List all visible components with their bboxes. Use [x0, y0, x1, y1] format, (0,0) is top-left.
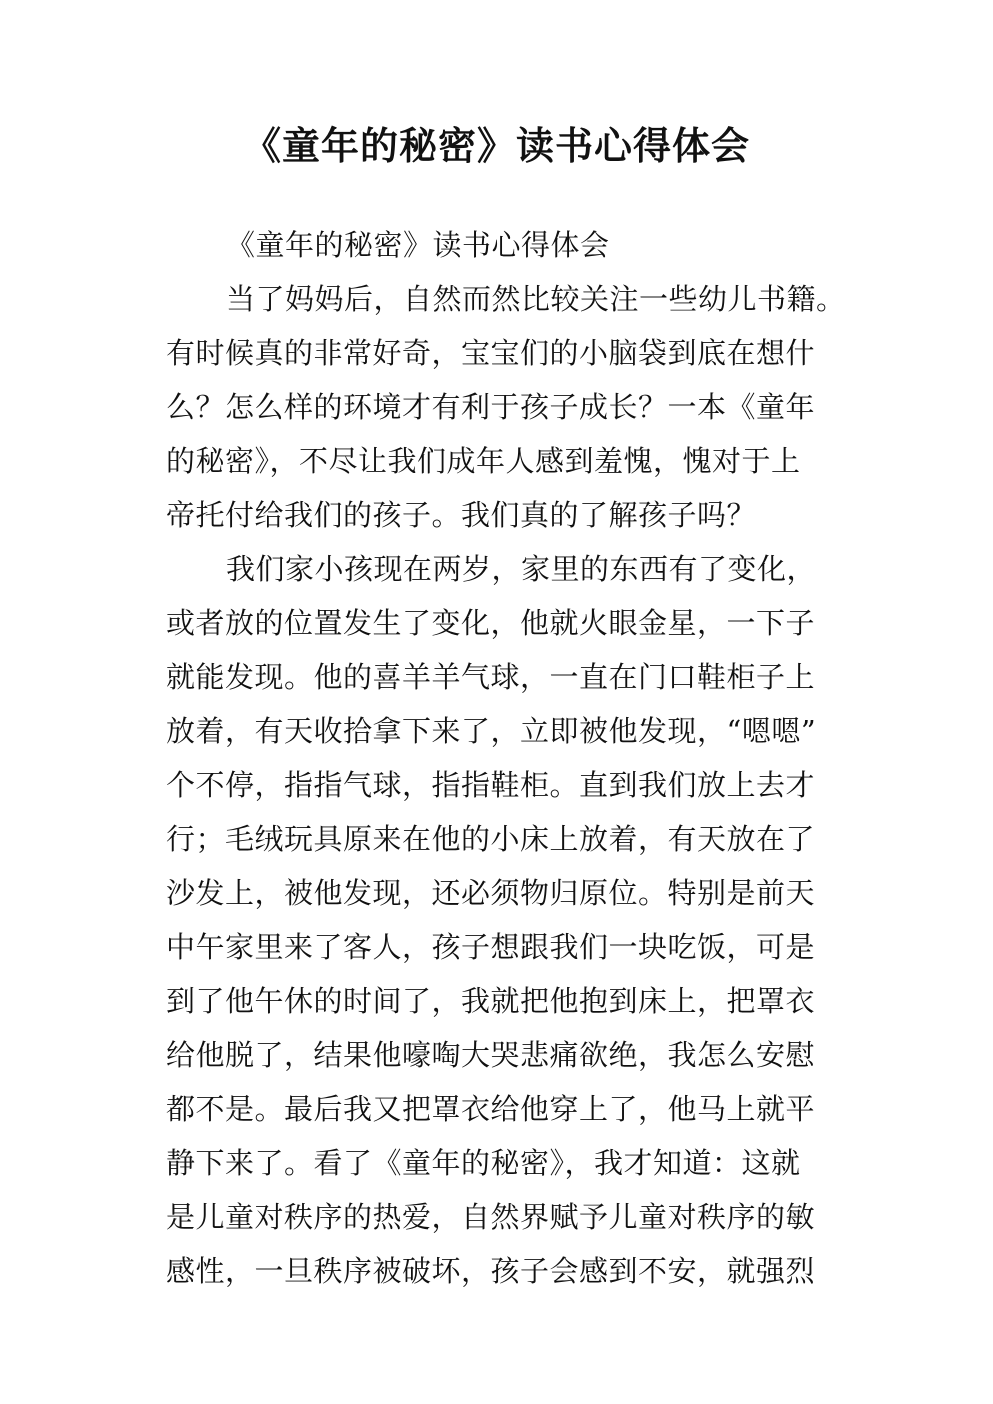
paragraph-2-line-14: 感性，一旦秩序被破坏，孩子会感到不安，就强烈: [166, 1254, 816, 1288]
paragraph-2-line-2: 或者放的位置发生了变化，他就火眼金星，一下子: [166, 606, 816, 640]
paragraph-2-line-9: 到了他午休的时间了，我就把他抱到床上，把罩衣: [166, 984, 816, 1018]
paragraph-2-line-5: 个不停，指指气球，指指鞋柜。直到我们放上去才: [166, 768, 816, 802]
paragraph-1-line-4: 的秘密》，不尽让我们成年人感到羞愧，愧对于上: [166, 444, 801, 478]
paragraph-1-line-3: 么？怎么样的环境才有利于孩子成长？一本《童年: [166, 390, 816, 424]
document-title: 《童年的秘密》读书心得体会: [242, 124, 750, 168]
paragraph-2-line-12: 静下来了。看了《童年的秘密》，我才知道：这就: [166, 1146, 801, 1180]
document-body: [166, 218, 866, 1298]
paragraph-2-line-11: 都不是。最后我又把罩衣给他穿上了，他马上就平: [166, 1092, 816, 1126]
paragraph-1-line-2: 有时候真的非常好奇，宝宝们的小脑袋到底在想什: [166, 336, 816, 370]
paragraph-1-line-1: 当了妈妈后，自然而然比较关注一些幼儿书籍。: [226, 282, 846, 316]
paragraph-2-line-1: 我们家小孩现在两岁，家里的东西有了变化，: [226, 552, 817, 586]
paragraph-1-line-5: 帝托付给我们的孩子。我们真的了解孩子吗？: [166, 498, 757, 532]
paragraph-2-line-7: 沙发上，被他发现，还必须物归原位。特别是前天: [166, 876, 816, 910]
paragraph-2-line-13: 是儿童对秩序的热爱，自然界赋予儿童对秩序的敏: [166, 1200, 816, 1234]
paragraph-2-line-6: 行；毛绒玩具原来在他的小床上放着，有天放在了: [166, 822, 816, 856]
paragraph-2-line-10: 给他脱了，结果他嚎啕大哭悲痛欲绝，我怎么安慰: [166, 1038, 816, 1072]
paragraph-2-line-4: 放着，有天收拾拿下来了，立即被他发现，“嗯嗯”: [166, 714, 817, 748]
paragraph-2-line-3: 就能发现。他的喜羊羊气球，一直在门口鞋柜子上: [166, 660, 816, 694]
subtitle-line: 《童年的秘密》读书心得体会: [226, 228, 610, 262]
paragraph-2-line-8: 中午家里来了客人，孩子想跟我们一块吃饭，可是: [166, 930, 816, 964]
